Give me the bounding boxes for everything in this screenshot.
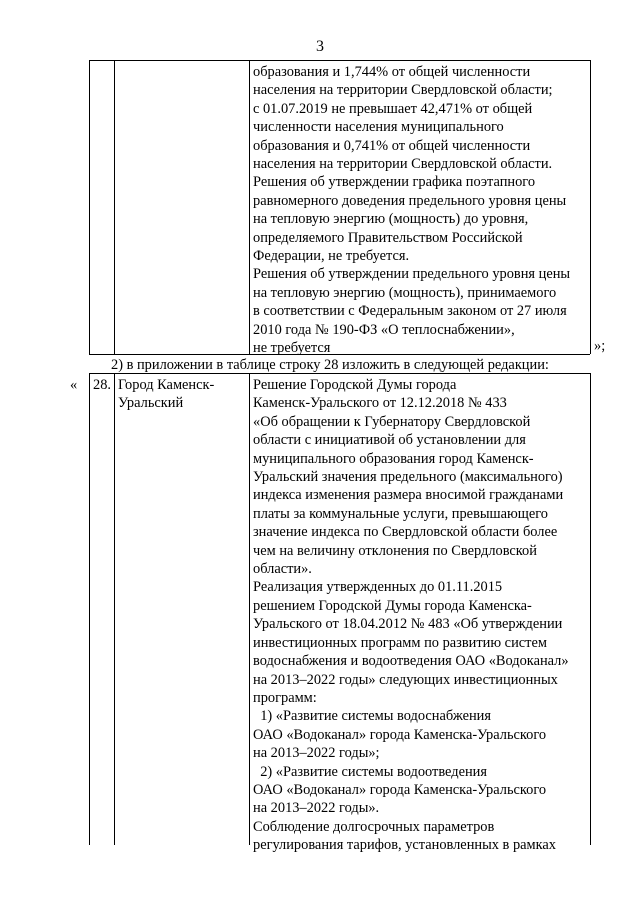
text-line: 2) «Развитие системы водоотведения <box>253 763 487 780</box>
top-table-right-border <box>590 60 591 354</box>
top-table-close-quote: »; <box>594 338 606 354</box>
row-number: 28. <box>93 377 111 393</box>
text-line: Решения об утверждении предельного уровня цены <box>253 266 571 283</box>
text-line: чем на величину отклонения по Свердловской <box>253 542 537 559</box>
text-line: на тепловую энергию (мощность) до уровня, <box>253 211 529 228</box>
text-line: значение индекса по Свердловской области более <box>253 524 558 541</box>
text-line: определяемого Правительством Российской <box>253 229 523 246</box>
text-line: в соответствии с Федеральным законом от 27 июля <box>253 303 567 320</box>
text-line: 2010 года № 190-ФЗ «О теплоснабжении», <box>253 321 515 338</box>
top-table-top-border <box>89 60 590 61</box>
text-line: на тепловую энергию (мощность), принимаемого <box>253 284 557 301</box>
top-table-col3-text <box>253 63 570 358</box>
text-line: 1) «Развитие системы водоснабжения <box>253 708 492 725</box>
amendment-paragraph: 2) в приложении в таблице строку 28 изложить в следующей редакции: <box>111 357 549 373</box>
top-table-col2-left <box>114 60 115 354</box>
text-line: на 2013–2022 годы» следующих инвестиционных <box>253 671 558 688</box>
text-line: Решение Городской Думы города <box>253 377 457 393</box>
page-number: 3 <box>316 38 324 55</box>
text-line: на 2013–2022 годы»; <box>253 745 380 762</box>
municipality-name <box>118 376 214 413</box>
text-line: водоснабжения и водоотведения ОАО «Водоканал» <box>253 653 569 670</box>
text-line: образования и 0,741% от общей численности <box>253 137 531 154</box>
text-line: населения на территории Свердловской области. <box>253 156 553 173</box>
text-line: населения на территории Свердловской области; <box>253 82 553 99</box>
bottom-table-top-border <box>89 373 590 374</box>
text-line: решением Городской Думы города Каменска- <box>253 597 532 614</box>
text-line: на 2013–2022 годы». <box>253 800 380 817</box>
text-line: платы за коммунальные услуги, превышающего <box>253 505 548 522</box>
text-line: Уральский значения предельного (максимального) <box>253 469 563 486</box>
municipality-line: Город Каменск- <box>118 377 215 393</box>
text-line: Федерации, не требуется. <box>253 248 410 265</box>
text-line: «Об обращении к Губернатору Свердловской <box>253 413 531 430</box>
text-line: численности населения муниципального <box>253 119 504 136</box>
top-table-col1-left <box>89 60 90 354</box>
text-line: Уральского от 18.04.2012 № 483 «Об утверждении <box>253 616 563 633</box>
text-line: равномерного доведения предельного уровня цены <box>253 192 567 209</box>
bottom-table-open-quote: « <box>70 377 78 393</box>
text-line: муниципального образования город Каменск- <box>253 450 534 467</box>
text-line: инвестиционных программ по развитию систем <box>253 634 547 651</box>
text-line: образования и 1,744% от общей численности <box>253 64 531 80</box>
text-line: ОАО «Водоканал» города Каменска-Уральского <box>253 781 547 798</box>
text-line: ОАО «Водоканал» города Каменска-Уральского <box>253 726 547 743</box>
text-line: Реализация утвержденных до 01.11.2015 <box>253 579 503 596</box>
text-line: индекса изменения размера вносимой гражданами <box>253 487 564 504</box>
text-line: программ: <box>253 689 317 706</box>
text-line: области». <box>253 561 312 578</box>
text-line: области с инициативой об установлении для <box>253 432 526 449</box>
top-table-col3-left <box>249 60 250 354</box>
municipality-line: Уральский <box>118 395 184 412</box>
text-line: Соблюдение долгосрочных параметров <box>253 818 495 835</box>
text-line: Решения об утверждении графика поэтапного <box>253 174 536 191</box>
bottom-table-col3-text <box>253 376 569 855</box>
text-line: не требуется <box>253 340 331 357</box>
text-line: Каменск-Уральского от 12.12.2018 № 433 <box>253 395 507 412</box>
text-line: регулирования тарифов, установленных в рамках <box>253 837 556 854</box>
bottom-table-right-border <box>590 373 591 845</box>
bottom-table-col3-left <box>249 373 250 845</box>
text-line: с 01.07.2019 не превышает 42,471% от общей <box>253 100 533 117</box>
bottom-table-col2-left <box>114 373 115 845</box>
bottom-table-col1-left <box>89 373 90 845</box>
